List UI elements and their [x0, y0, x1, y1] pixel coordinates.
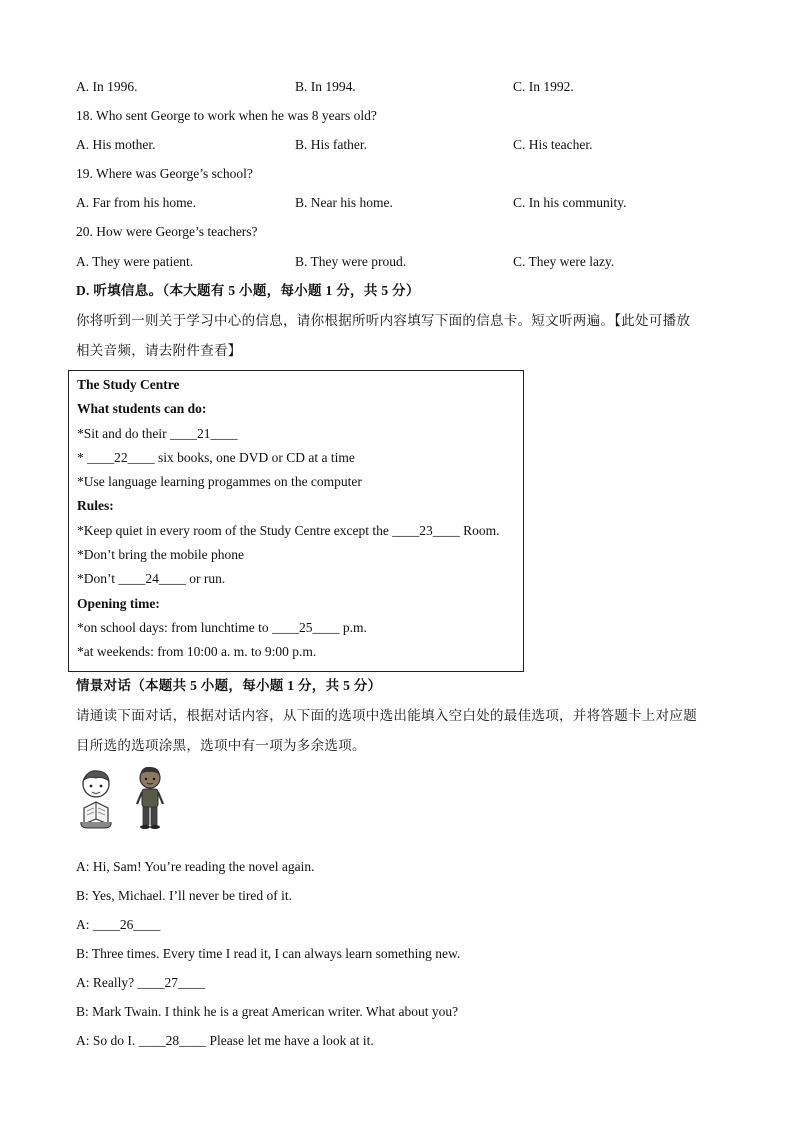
q20-option-b: B. They were proud. — [295, 254, 407, 269]
q19-option-a: A. Far from his home. — [76, 195, 196, 210]
q19-question: 19. Where was George’s school? — [76, 166, 253, 181]
dialogue-instruction-1: 请通读下面对话，根据对话内容，从下面的选项中选出能填入空白处的最佳选项，并将答题卡上对应题 — [76, 708, 697, 723]
q17-option-c: C. In 1992. — [513, 79, 574, 94]
dialogue-line: A: Hi, Sam! You’re reading the novel again. — [76, 859, 315, 874]
section-d-instruction-2: 相关音频，请去附件查看】 — [76, 343, 242, 358]
card-open-weekends: *at weekends: from 10:00 a. m. to 9:00 p.m. — [77, 644, 317, 659]
q19-option-b: B. Near his home. — [295, 195, 393, 210]
card-rule-23: *Keep quiet in every room of the Study Centre except the ____23____ Room. — [77, 523, 500, 538]
dialogue-line: B: Three times. Every time I read it, I can always learn something new. — [76, 946, 461, 961]
card-rules-heading: Rules: — [77, 498, 114, 513]
card-rule-phone: *Don’t bring the mobile phone — [77, 547, 244, 562]
card-open-25: *on school days: from lunchtime to ____25____ p.m. — [77, 620, 367, 635]
dialogue-heading: 情景对话（本题共 5 小题，每小题 1 分，共 5 分） — [76, 678, 382, 693]
standing-boy-icon — [137, 767, 163, 829]
dialogue-line-27: A: Really? ____27____ — [76, 975, 205, 990]
q19-option-c: C. In his community. — [513, 195, 627, 210]
boys-reading-illustration — [74, 764, 174, 830]
section-d-instruction-1: 你将听到一则关于学习中心的信息，请你根据所听内容填写下面的信息卡。短文听两遍。【此处可播放 — [76, 313, 691, 328]
dialogue-line-28: A: So do I. ____28____ Please let me have a look at it. — [76, 1033, 374, 1048]
q20-option-c: C. They were lazy. — [513, 254, 615, 269]
q18-option-c: C. His teacher. — [513, 137, 593, 152]
q17-option-a: A. In 1996. — [76, 79, 138, 94]
section-d-heading: D. 听填信息。（本大题有 5 小题，每小题 1 分，共 5 分） — [76, 283, 420, 298]
dialogue-line-26: A: ____26____ — [76, 917, 161, 932]
info-card — [68, 370, 524, 672]
card-item-computer: *Use language learning progammes on the computer — [77, 474, 362, 489]
q20-option-a: A. They were patient. — [76, 254, 194, 269]
q18-option-a: A. His mother. — [76, 137, 156, 152]
card-title: The Study Centre — [77, 377, 180, 392]
q18-question: 18. Who sent George to work when he was 8 years old? — [76, 108, 377, 123]
q18-option-b: B. His father. — [295, 137, 367, 152]
card-item-21: *Sit and do their ____21____ — [77, 426, 238, 441]
q20-question: 20. How were George’s teachers? — [76, 224, 258, 239]
q17-option-b: B. In 1994. — [295, 79, 356, 94]
card-opening-heading: Opening time: — [77, 596, 160, 611]
card-what-heading: What students can do: — [77, 401, 207, 416]
card-rule-24: *Don’t ____24____ or run. — [77, 571, 226, 586]
reading-boy-icon — [81, 771, 111, 828]
dialogue-line: B: Mark Twain. I think he is a great American writer. What about you? — [76, 1004, 459, 1019]
card-item-22: * ____22____ six books, one DVD or CD at a time — [77, 450, 355, 465]
dialogue-line: B: Yes, Michael. I’ll never be tired of it. — [76, 888, 292, 903]
dialogue-instruction-2: 目所选的选项涂黑，选项中有一项为多余选项。 — [76, 738, 366, 753]
